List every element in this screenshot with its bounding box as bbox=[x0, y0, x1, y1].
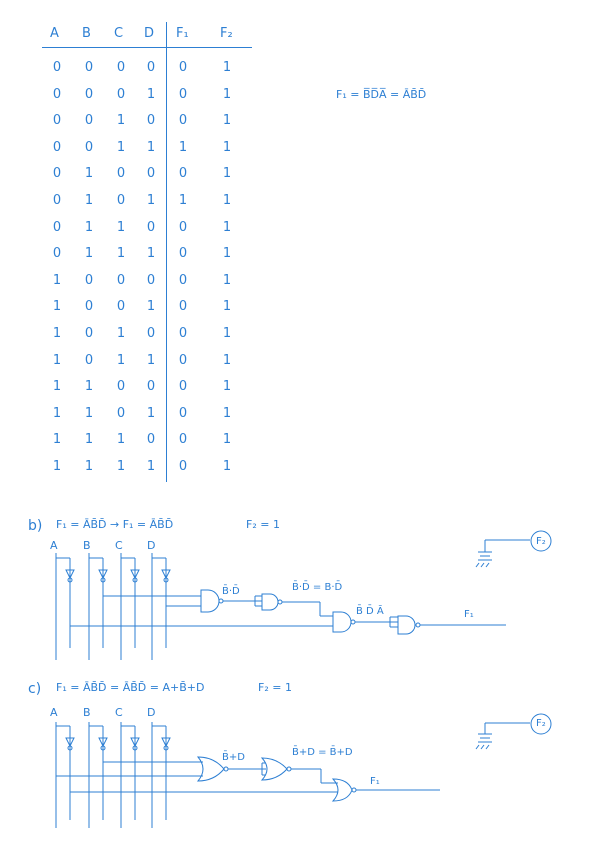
table-cell: 0 bbox=[146, 326, 156, 341]
table-cell: 1 bbox=[222, 352, 232, 368]
table-cell: 0 bbox=[52, 166, 62, 182]
table-cell: 0 bbox=[178, 246, 188, 262]
part-c-label: c) bbox=[28, 681, 42, 697]
part-b-circuit bbox=[56, 531, 551, 660]
table-cell: 0 bbox=[84, 352, 94, 368]
table-cell: 1 bbox=[146, 352, 156, 368]
table-cell: 0 bbox=[116, 299, 126, 315]
part-b-gate2-label: B̄·D̄ = B·D̄ bbox=[292, 582, 343, 593]
table-cell: 1 bbox=[52, 432, 62, 448]
table-cell: 1 bbox=[116, 326, 126, 341]
table-cell: 0 bbox=[84, 86, 94, 102]
table-cell: 0 bbox=[84, 60, 94, 75]
part-b-input-c: C bbox=[115, 539, 123, 552]
table-cell: 1 bbox=[52, 459, 62, 474]
table-cell: 1 bbox=[146, 86, 156, 102]
table-cell: 1 bbox=[84, 459, 94, 474]
table-header-cell: B bbox=[82, 26, 91, 41]
table-cell: 0 bbox=[178, 326, 188, 341]
table-cell: 1 bbox=[222, 432, 232, 448]
table-cell: 1 bbox=[146, 193, 156, 208]
table-cell: 1 bbox=[222, 86, 232, 102]
table-cell: 1 bbox=[222, 326, 232, 341]
table-cell: 1 bbox=[146, 405, 156, 421]
table-cell: 1 bbox=[52, 326, 62, 341]
table-cell: 0 bbox=[52, 193, 62, 208]
table-cell: 0 bbox=[178, 379, 188, 395]
table-cell: 1 bbox=[222, 272, 232, 288]
table-cell: 0 bbox=[146, 272, 156, 288]
table-cell: 0 bbox=[178, 299, 188, 315]
table-cell: 0 bbox=[146, 379, 156, 395]
table-cell: 0 bbox=[116, 86, 126, 102]
table-cell: 0 bbox=[178, 459, 188, 474]
part-c-f2: F₂ = 1 bbox=[258, 681, 292, 694]
table-cell: 0 bbox=[84, 299, 94, 315]
table-cell: 1 bbox=[116, 432, 126, 448]
table-cell: 0 bbox=[52, 139, 62, 155]
table-cell: 0 bbox=[52, 113, 62, 129]
table-cell: 0 bbox=[84, 139, 94, 155]
table-cell: 1 bbox=[116, 246, 126, 262]
table-cell: 0 bbox=[146, 60, 156, 75]
table-cell: 0 bbox=[116, 405, 126, 421]
part-b-label: b) bbox=[28, 518, 43, 534]
part-c-input-b: B bbox=[83, 706, 91, 719]
table-cell: 1 bbox=[84, 219, 94, 235]
table-cell: 1 bbox=[146, 246, 156, 262]
table-cell: 1 bbox=[84, 166, 94, 182]
table-cell: 0 bbox=[52, 219, 62, 235]
table-cell: 0 bbox=[116, 166, 126, 182]
table-cell: 1 bbox=[116, 352, 126, 368]
table-cell: 1 bbox=[84, 246, 94, 262]
table-cell: 0 bbox=[178, 352, 188, 368]
table-header-cell: A bbox=[50, 26, 59, 41]
table-cell: 0 bbox=[178, 86, 188, 102]
table-cell: 0 bbox=[84, 326, 94, 341]
table-cell: 0 bbox=[116, 60, 126, 75]
table-cell: 1 bbox=[116, 113, 126, 129]
table-cell: 1 bbox=[84, 432, 94, 448]
table-cell: 0 bbox=[178, 405, 188, 421]
table-cell: 0 bbox=[116, 379, 126, 395]
table-cell: 0 bbox=[146, 432, 156, 448]
table-cell: 0 bbox=[178, 60, 188, 75]
table-cell: 1 bbox=[52, 352, 62, 368]
part-b-input-b: B bbox=[83, 539, 91, 552]
table-cell: 1 bbox=[222, 405, 232, 421]
table-cell: 0 bbox=[178, 219, 188, 235]
table-cell: 0 bbox=[52, 60, 62, 75]
table-cell: 1 bbox=[222, 139, 232, 155]
table-cell: 1 bbox=[146, 139, 156, 155]
table-cell: 1 bbox=[52, 379, 62, 395]
part-c-equation: F₁ = ĀB̄D̄ = ĀB̄D̄ = A+B̄+D bbox=[56, 681, 205, 694]
table-cell: 1 bbox=[116, 219, 126, 235]
table-cell: 1 bbox=[222, 219, 232, 235]
table-cell: 0 bbox=[116, 272, 126, 288]
part-b-input-a: A bbox=[50, 539, 58, 552]
table-cell: 1 bbox=[222, 299, 232, 315]
table-header-cell: F₂ bbox=[220, 26, 233, 41]
table-cell: 1 bbox=[84, 379, 94, 395]
part-b-equation: F₁ = ĀB̄D̄ → F₁ = ĀB̄D̄ bbox=[56, 518, 174, 531]
table-cell: 1 bbox=[84, 193, 94, 208]
table-cell: 0 bbox=[178, 272, 188, 288]
table-cell: 0 bbox=[84, 113, 94, 129]
part-c-gate1-label: B̄+D bbox=[222, 752, 245, 763]
table-cell: 1 bbox=[52, 272, 62, 288]
table-cell: 0 bbox=[146, 113, 156, 129]
part-b-f2-node: F₂ bbox=[536, 536, 546, 547]
table-cell: 1 bbox=[146, 459, 156, 474]
part-c-input-c: C bbox=[115, 706, 123, 719]
part-c-input-d: D bbox=[147, 706, 156, 719]
table-cell: 1 bbox=[222, 246, 232, 262]
table-cell: 1 bbox=[116, 459, 126, 474]
table-cell: 1 bbox=[222, 113, 232, 129]
part-b-gate1-label: B̄·D̄ bbox=[222, 586, 240, 597]
part-c-output-label: F₁ bbox=[370, 776, 380, 787]
part-b-output-label: F₁ bbox=[464, 609, 474, 620]
table-cell: 0 bbox=[178, 166, 188, 182]
part-c-gate2-label: B̄+D = B̄+D bbox=[292, 747, 353, 758]
table-header-cell: F₁ bbox=[176, 26, 189, 41]
table-cell: 1 bbox=[222, 379, 232, 395]
table-cell: 1 bbox=[222, 459, 232, 474]
part-c-f2-node: F₂ bbox=[536, 718, 546, 729]
table-cell: 0 bbox=[146, 166, 156, 182]
table-cell: 1 bbox=[116, 139, 126, 155]
table-cell: 0 bbox=[116, 193, 126, 208]
table-cell: 1 bbox=[178, 139, 188, 155]
table-cell: 1 bbox=[146, 299, 156, 315]
table-cell: 0 bbox=[178, 432, 188, 448]
f1-expression: F₁ = B̅D̅A̅ = ĀB̄D̄ bbox=[336, 88, 427, 101]
table-cell: 1 bbox=[84, 405, 94, 421]
table-cell: 0 bbox=[52, 86, 62, 102]
table-cell: 1 bbox=[52, 299, 62, 315]
part-c-input-a: A bbox=[50, 706, 58, 719]
table-cell: 1 bbox=[178, 193, 188, 208]
table-cell: 0 bbox=[84, 272, 94, 288]
table-header-cell: C bbox=[114, 26, 124, 41]
table-cell: 1 bbox=[52, 405, 62, 421]
table-cell: 0 bbox=[146, 219, 156, 235]
table-cell: 1 bbox=[222, 60, 232, 75]
table-cell: 1 bbox=[222, 193, 232, 208]
table-cell: 1 bbox=[222, 166, 232, 182]
table-header-cell: D bbox=[144, 26, 155, 41]
table-cell: 0 bbox=[52, 246, 62, 262]
table-cell: 0 bbox=[178, 113, 188, 129]
part-c-circuit bbox=[56, 714, 551, 828]
part-b-f2: F₂ = 1 bbox=[246, 518, 280, 531]
part-b-gate3-label: B̄ D̄ Ā bbox=[356, 606, 384, 617]
part-b-input-d: D bbox=[147, 539, 156, 552]
